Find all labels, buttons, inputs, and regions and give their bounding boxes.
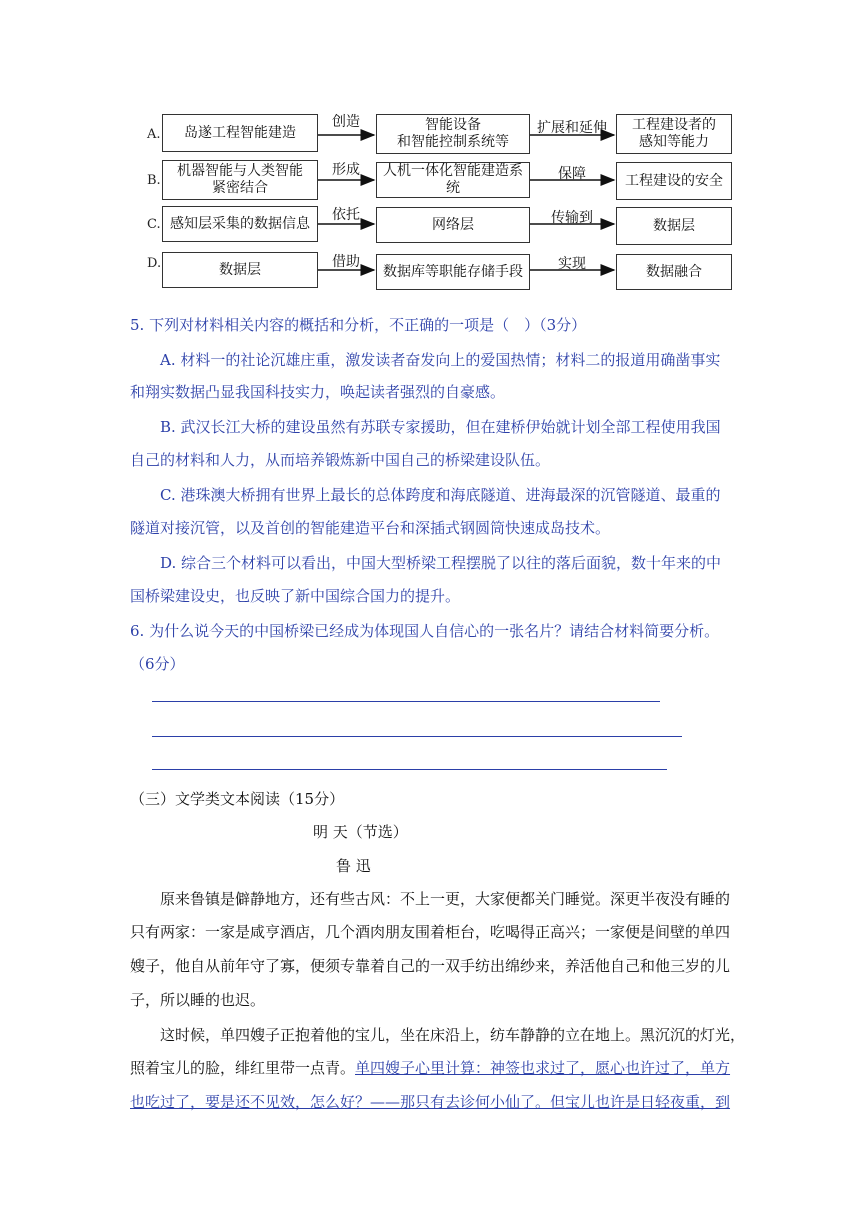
q5-option-a-line2: 和翔实数据凸显我国科技实力，唤起读者强烈的自豪感。 [130, 383, 506, 401]
q5-option-a-line1: A. 材料一的社论沉雄庄重，激发读者奋发向上的爱国热情；材料二的报道用确凿事实 [160, 351, 721, 369]
box-c-target: 数据层 [616, 207, 732, 245]
box-c-source: 感知层采集的数据信息 [162, 206, 318, 242]
box-a-middle [376, 114, 530, 154]
box-a-target-line2: 感知等能力 [639, 134, 709, 150]
box-d-middle: 数据库等职能存储手段 [376, 254, 530, 290]
row-letter-d: D. [147, 256, 162, 271]
box-c-middle: 网络层 [376, 207, 530, 243]
q5-option-d-line2: 国桥梁建设史，也反映了新中国综合国力的提升。 [130, 587, 461, 605]
para2-line3-underlined: 也吃过了，要是还不见效，怎么好？——那只有去诊何小仙了。但宝儿也许是日轻夜重，到 [130, 1093, 731, 1111]
para1-line1: 原来鲁镇是僻静地方，还有些古风：不上一更，大家便都关门睡觉。深更半夜没有睡的 [160, 890, 731, 908]
para1-line3: 嫂子，他自从前年守了寡，便须专靠着自己的一双手纺出绵纱来，养活他自己和他三岁的儿 [130, 957, 731, 975]
answer-line-3[interactable] [152, 769, 667, 770]
label-c1: 依托 [332, 207, 360, 223]
box-a-target [616, 114, 732, 154]
para1-line2: 只有两家：一家是咸亨酒店，几个酒肉朋友围着柜台，吃喝得正高兴；一家便是间壁的单四 [130, 923, 731, 941]
box-a-middle-line2: 和智能控制系统等 [397, 134, 509, 150]
answer-line-1[interactable] [152, 701, 660, 702]
q5-option-c-line1: C. 港珠澳大桥拥有世界上最长的总体跨度和海底隧道、进海最深的沉管隧道、最重的 [160, 486, 721, 504]
box-a-source: 岛遂工程智能建造 [162, 114, 318, 152]
para1-line4: 子，所以睡的也迟。 [130, 991, 266, 1009]
label-c2: 传输到 [551, 210, 593, 226]
box-b-source [162, 160, 318, 200]
row-letter-c: C. [147, 217, 161, 232]
box-d-source: 数据层 [162, 252, 318, 288]
box-b-middle: 人机一体化智能建造系统 [376, 162, 530, 198]
q5-stem: 5. 下列对材料相关内容的概括和分析，不正确的一项是（ ）（3分） [130, 316, 587, 334]
label-b2: 保障 [558, 166, 586, 182]
label-b1: 形成 [332, 162, 360, 178]
box-a-middle-line1: 智能设备 [425, 117, 481, 133]
label-d2: 实现 [558, 256, 586, 272]
answer-line-2[interactable] [152, 736, 682, 737]
para2-line2-plain: 照着宝儿的脸，绯红里带一点青。 [130, 1059, 356, 1077]
label-a1: 创造 [332, 114, 360, 130]
row-letter-b: B. [147, 173, 161, 188]
para2-line2-underlined: 单四嫂子心里计算：神签也求过了，愿心也许过了，单方 [355, 1059, 731, 1077]
q5-option-b-line1: B. 武汉长江大桥的建设虽然有苏联专家援助，但在建桥伊始就计划全部工程使用我国 [160, 418, 721, 436]
label-d1: 借助 [332, 254, 360, 270]
q6-stem: 6. 为什么说今天的中国桥梁已经成为体现国人自信心的一张名片？请结合材料简要分析。 [130, 622, 720, 640]
story-author: 鲁 迅 [336, 857, 371, 875]
box-b-source-line2: 紧密结合 [212, 180, 268, 196]
q5-option-c-line2: 隧道对接沉管，以及首创的智能建造平台和深插式钢圆筒快速成岛技术。 [130, 519, 611, 537]
box-d-target: 数据融合 [616, 254, 732, 290]
q5-option-b-line2: 自己的材料和人力，从而培养锻炼新中国自己的桥梁建设队伍。 [130, 451, 551, 469]
box-a-target-line1: 工程建设者的 [632, 117, 716, 133]
story-title: 明 天（节选） [313, 823, 408, 841]
para2-line2 [130, 1058, 730, 1078]
q6-score: （6分） [130, 655, 185, 673]
q5-option-d-line1: D. 综合三个材料可以看出，中国大型桥梁工程摆脱了以往的落后面貌，数十年来的中 [160, 554, 722, 572]
box-b-source-line1: 机器智能与人类智能 [177, 163, 303, 179]
section-heading: （三）文学类文本阅读（15分） [130, 790, 345, 808]
row-letter-a: A. [147, 127, 161, 142]
box-b-target: 工程建设的安全 [616, 162, 732, 200]
para2-line1: 这时候，单四嫂子正抱着他的宝儿，坐在床沿上，纺车静静的立在地上。黑沉沉的灯光， [160, 1026, 746, 1044]
label-a2: 扩展和延伸 [537, 120, 607, 136]
